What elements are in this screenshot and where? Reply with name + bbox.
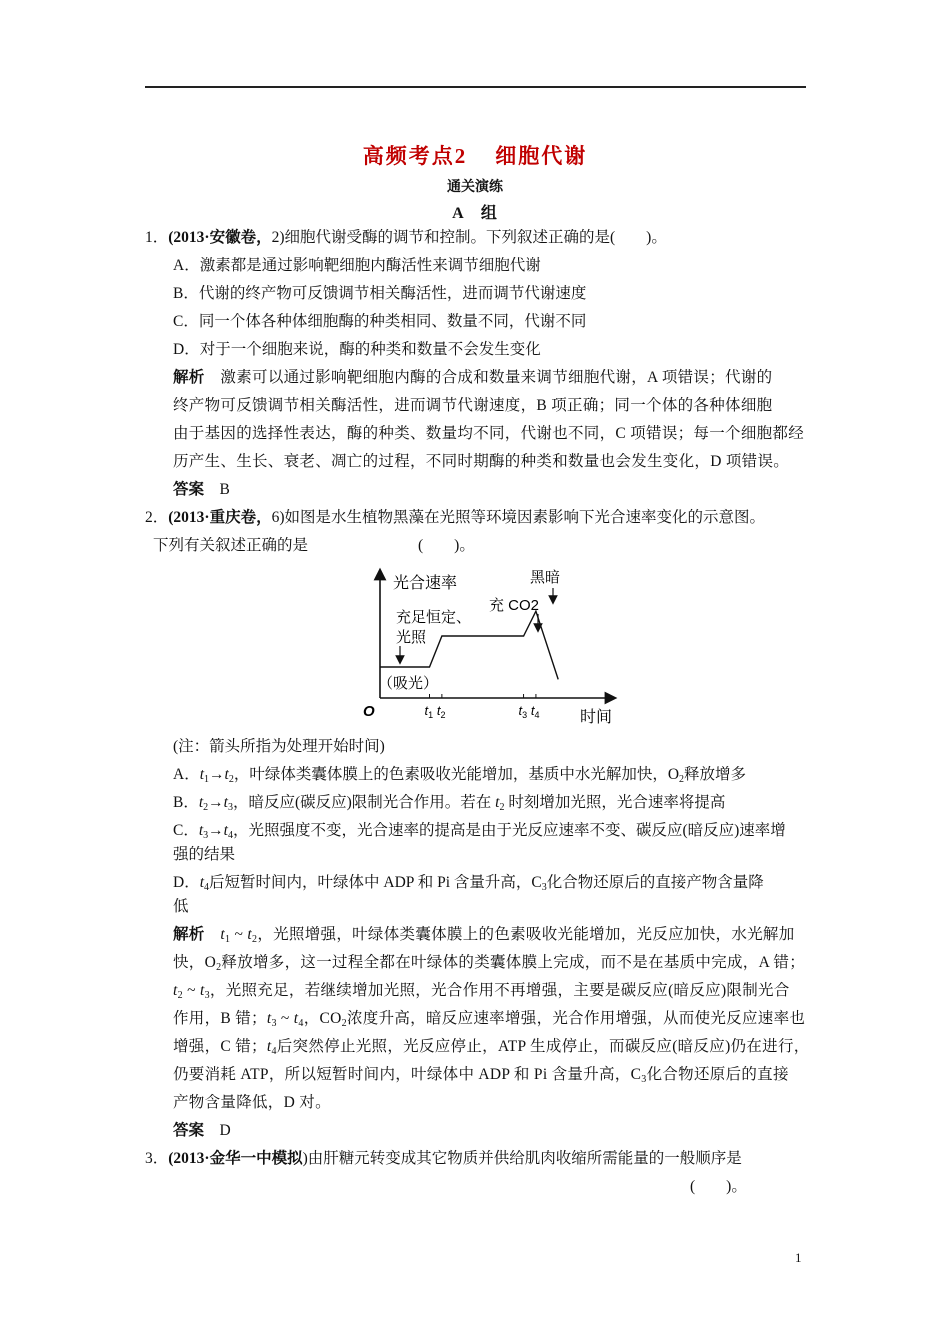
header-rule	[145, 86, 806, 88]
q2-analysis-line-3: $t_2$ ~ $t_3$，光照充足，若继续增加光照，光合作用不再增强，主要是碳反应(暗反应)限制光合	[173, 982, 790, 1001]
x-axis-label: 时间	[580, 709, 613, 726]
q2-option-d-cont: 低	[173, 898, 189, 915]
title-part-b: 细胞代谢	[495, 144, 588, 168]
annotation-co2	[489, 597, 539, 614]
q1-stem: 1．(2013·安徽卷，2)细胞代谢受酶的调节和控制。下列叙述正确的是( )。	[145, 229, 667, 246]
page-title	[0, 140, 950, 170]
q1-analysis-label: 解析	[173, 369, 205, 386]
q2-note: (注：箭头所指为处理开始时间)	[173, 738, 385, 755]
annotation-guangzhao: 光照	[396, 629, 427, 646]
q2-analysis-line-4: 作用，B 错；$t_3$ ~ $t_4$，$CO_2$浓度升高，暗反应速率增强，光合作用增强，从而使光反应速率也	[173, 1010, 806, 1029]
x-tick-label-t2: $t_2$	[436, 703, 446, 720]
annotation-chongzu: 充足恒定、	[396, 609, 472, 626]
q2-analysis-line-5: 增强，C 错；$t_4$后突然停止光照，光反应停止，ATP 生成停止，而碳反应(暗反应)仍在进行，	[173, 1038, 810, 1057]
q1-analysis-line-1: 解析 激素可以通过影响靶细胞内酶的合成和数量来调节细胞代谢，A 项错误；代谢的	[173, 369, 773, 386]
photosynthesis-chart	[358, 560, 628, 730]
page-number: 1	[795, 1250, 802, 1265]
origin-label: O	[363, 703, 375, 720]
q2-stem-2: 下列有关叙述正确的是 ( )。	[153, 537, 475, 554]
annotation-absorb: （吸光）	[378, 675, 439, 692]
x-tick-label-t1: $t_1$	[424, 703, 434, 720]
q1-analysis-line-4: 历产生、生长、衰老、凋亡的过程，不同时期酶的种类和数量也会发生变化，D 项错误。	[173, 453, 790, 470]
q1-option-c: C．同一个体各种体细胞酶的种类相同、数量不同，代谢不同	[173, 313, 587, 330]
x-tick-label-t3: $t_3$	[518, 703, 528, 720]
q2-analysis-line-6: 仍要消耗 ATP，所以短暂时间内，叶绿体中 ADP 和 Pi 含量升高，$C_3$化合物还原后的直接	[173, 1066, 789, 1085]
q2-stem: 2．(2013·重庆卷，6)如图是水生植物黑藻在光照等环境因素影响下光合速率变化的示意图。	[145, 509, 766, 526]
y-axis-label: 光合速率	[393, 575, 458, 592]
q2-option-d: D．$t_4$后短暂时间内，叶绿体中 ADP 和 Pi 含量升高，$C_3$化合物还原后的直接产物含量降	[173, 874, 764, 893]
q2-option-b: B．$t_2\to t_3$，暗反应(碳反应)限制光合作用。若在 $t_2$ 时刻增加光照，光合速率将提高	[173, 794, 726, 813]
subtitle: 通关演练	[447, 180, 503, 195]
q2-analysis-line-7: 产物含量降低，D 对。	[173, 1094, 331, 1111]
q2-option-c: C．$t_3\to t_4$，光照强度不变，光合速率的提高是由于光反应速率不变、碳反应(暗反应)速率增	[173, 822, 786, 841]
q2-analysis-line-1: 解析 $t_1$ ~ $t_2$，光照增强，叶绿体类囊体膜上的色素吸收光能增加，光反应加快，水光解加	[173, 926, 795, 945]
q1-option-d: D．对于一个细胞来说，酶的种类和数量不会发生变化	[173, 341, 541, 358]
group-heading: A 组	[452, 205, 498, 222]
q3-stem: 3．(2013·金华一中模拟)由肝糖元转变成其它物质并供给肌肉收缩所需能量的一般顺序是	[145, 1150, 742, 1167]
x-tick-label-t4: $t_4$	[530, 703, 540, 720]
q2-option-c-cont: 强的结果	[173, 846, 236, 863]
q1-answer: 答案 B	[173, 481, 230, 498]
q2-answer: 答案 D	[173, 1122, 231, 1139]
q1-option-a: A．激素都是通过影响靶细胞内酶活性来调节细胞代谢	[173, 257, 541, 274]
annotation-dark: 黑暗	[530, 569, 561, 586]
annotation-co2-text: 充 CO2	[489, 597, 540, 614]
title-part-a: 高频考点2	[362, 144, 468, 168]
q1-analysis-line-3: 由于基因的选择性表达，酶的种类、数量均不同，代谢也不同，C 项错误；每一个细胞都经	[173, 425, 805, 442]
q1-analysis-line-2: 终产物可反馈调节相关酶活性，进而调节代谢速度，B 项正确；同一个体的各种体细胞	[173, 397, 773, 414]
q2-analysis-line-2: 快，$O_2$释放增多，这一过程全都在叶绿体的类囊体膜上完成，而不是在基质中完成，A 错；	[173, 954, 806, 973]
q3-blank: ( )。	[690, 1178, 747, 1195]
q2-option-a: A．$t_1\to t_2$，叶绿体类囊体膜上的色素吸收光能增加，基质中水光解加快，$O_2$释放增多	[173, 766, 747, 785]
q1-option-b: B．代谢的终产物可反馈调节相关酶活性，进而调节代谢速度	[173, 285, 587, 302]
